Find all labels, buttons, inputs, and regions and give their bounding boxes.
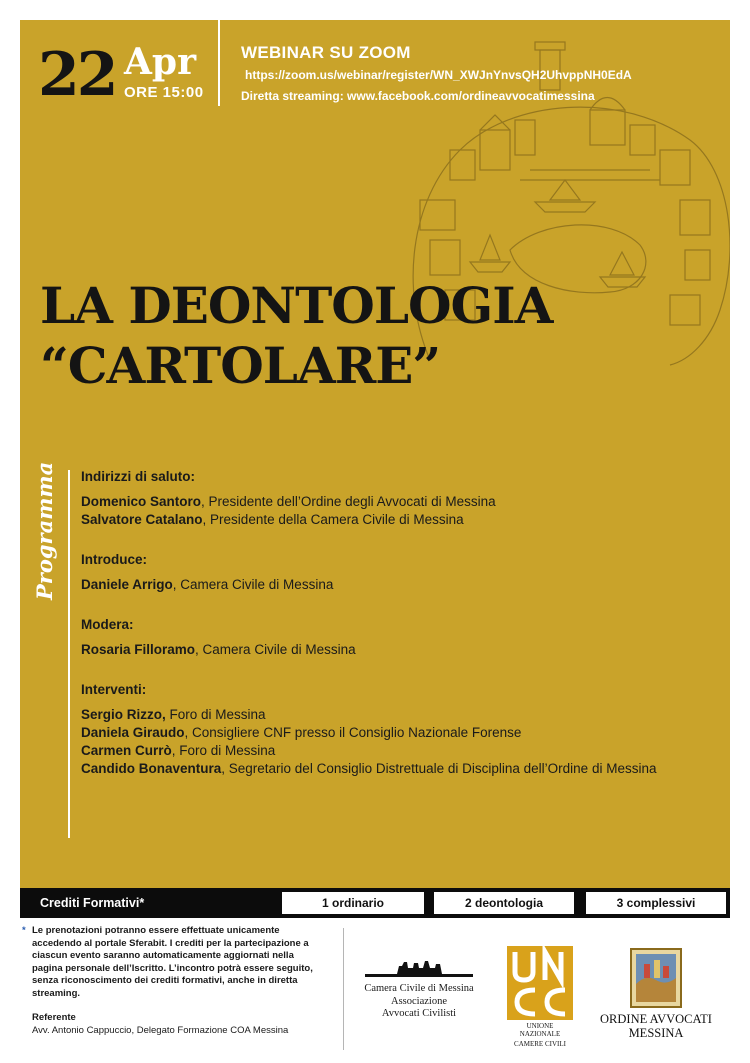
header-divider [218, 20, 220, 106]
webinar-info [241, 42, 632, 106]
speaker-name: Carmen Currò [81, 743, 172, 758]
ccm-assoc: Associazione [391, 995, 447, 1007]
event-title-line1: LA DEONTOLOGIA [40, 276, 553, 335]
speaker-role: , Camera Civile di Messina [195, 642, 356, 657]
event-date [38, 42, 218, 120]
ordine-avvocati-logo [596, 948, 716, 1040]
speaker [81, 493, 721, 511]
program-section-introduce [81, 551, 721, 594]
credit-ordinario: 1 ordinario [282, 892, 424, 914]
footnote-text: Le prenotazioni potranno essere effettuate unicamente accedendo al portale Sferabit. I crediti per la partecipazione a ciascun evento saranno automaticamente aggiornati nella pagina personale dell’Iscritto. L’incontro potrà essere seguito, senza riconoscimento dei crediti formativi, anche in diretta streaming. [32, 925, 313, 999]
streaming-link[interactable]: Diretta streaming: www.facebook.com/ordineavvocatimessina [241, 89, 595, 103]
speaker [81, 760, 721, 778]
ccm-sub: Avvocati Civilisti [381, 1008, 457, 1019]
footnote-star: * [22, 925, 26, 936]
program-section-saluti [81, 468, 721, 529]
webinar-link[interactable]: https://zoom.us/webinar/register/WN_XWJnYnvsQH2UhvppNH0EdA [245, 68, 632, 82]
program-divider [68, 470, 70, 838]
speaker-name: Domenico Santoro [81, 494, 202, 509]
speaker [81, 742, 721, 760]
section-heading: Modera: [81, 617, 134, 632]
speaker-role: , Consigliere CNF presso il Consiglio Nazionale Forense [184, 725, 522, 740]
speaker-name: Salvatore Catalano [81, 512, 203, 527]
camera-civile-emblem-icon [363, 958, 475, 980]
uncc-emblem-icon [507, 946, 573, 1020]
credit-deontologia: 2 deontologia [434, 892, 574, 914]
section-heading: Interventi: [81, 682, 147, 697]
event-title-line2: “CARTOLARE” [40, 336, 441, 395]
referente-heading: Referente [32, 1012, 76, 1023]
speaker [81, 641, 721, 659]
speaker-role: , Presidente della Camera Civile di Messina [202, 512, 464, 527]
camera-civile-logo [358, 958, 480, 1021]
speaker [81, 706, 721, 724]
speaker [81, 576, 721, 594]
uncc-logo [507, 946, 573, 1048]
speaker-name: Candido Bonaventura [81, 761, 222, 776]
program-section-interventi [81, 681, 721, 778]
speaker-role: Foro di Messina [165, 707, 266, 722]
webinar-title: WEBINAR SU ZOOM [241, 43, 411, 62]
speaker-name: Daniela Giraudo [81, 725, 185, 740]
section-heading: Indirizzi di saluto: [81, 469, 195, 484]
credit-complessivi: 3 complessivi [586, 892, 726, 914]
ordine-line1: ORDINE AVVOCATI [600, 1012, 712, 1026]
speaker-name: Rosaria Filloramo [81, 642, 196, 657]
footnotes [22, 925, 322, 1037]
speaker [81, 724, 721, 742]
speaker-role: , Camera Civile di Messina [172, 577, 334, 592]
footer-divider [343, 928, 344, 1050]
program-section-modera [81, 616, 721, 659]
event-month: Apr [124, 41, 197, 83]
credits-label: Crediti Formativi* [40, 896, 145, 910]
ccm-name: Camera Civile di Messina [364, 983, 474, 994]
speaker [81, 511, 721, 529]
event-day: 22 [38, 40, 116, 110]
program-list [81, 468, 721, 800]
referente-name: Avv. Antonio Cappuccio, Delegato Formazione COA Messina [32, 1024, 289, 1036]
ordine-line2: MESSINA [628, 1026, 684, 1040]
ordine-emblem-icon [630, 948, 682, 1008]
poster-panel [20, 20, 730, 888]
uncc-sub2: CAMERE CIVILI [514, 1040, 566, 1048]
speaker-role: , Presidente dell’Ordine degli Avvocati di Messina [201, 494, 496, 509]
credits-bar [20, 888, 730, 918]
programma-label: Programma [32, 461, 57, 600]
speaker-role: , Segretario del Consiglio Distrettuale di Disciplina dell’Ordine di Messina [221, 761, 657, 776]
uncc-sub1: UNIONE NAZIONALE [519, 1022, 561, 1038]
section-heading: Introduce: [81, 552, 147, 567]
event-time: ORE 15:00 [124, 84, 204, 101]
speaker-name: Daniele Arrigo [81, 577, 173, 592]
speaker-role: , Foro di Messina [171, 743, 276, 758]
event-title [40, 276, 552, 396]
speaker-name: Sergio Rizzo, [81, 707, 166, 722]
